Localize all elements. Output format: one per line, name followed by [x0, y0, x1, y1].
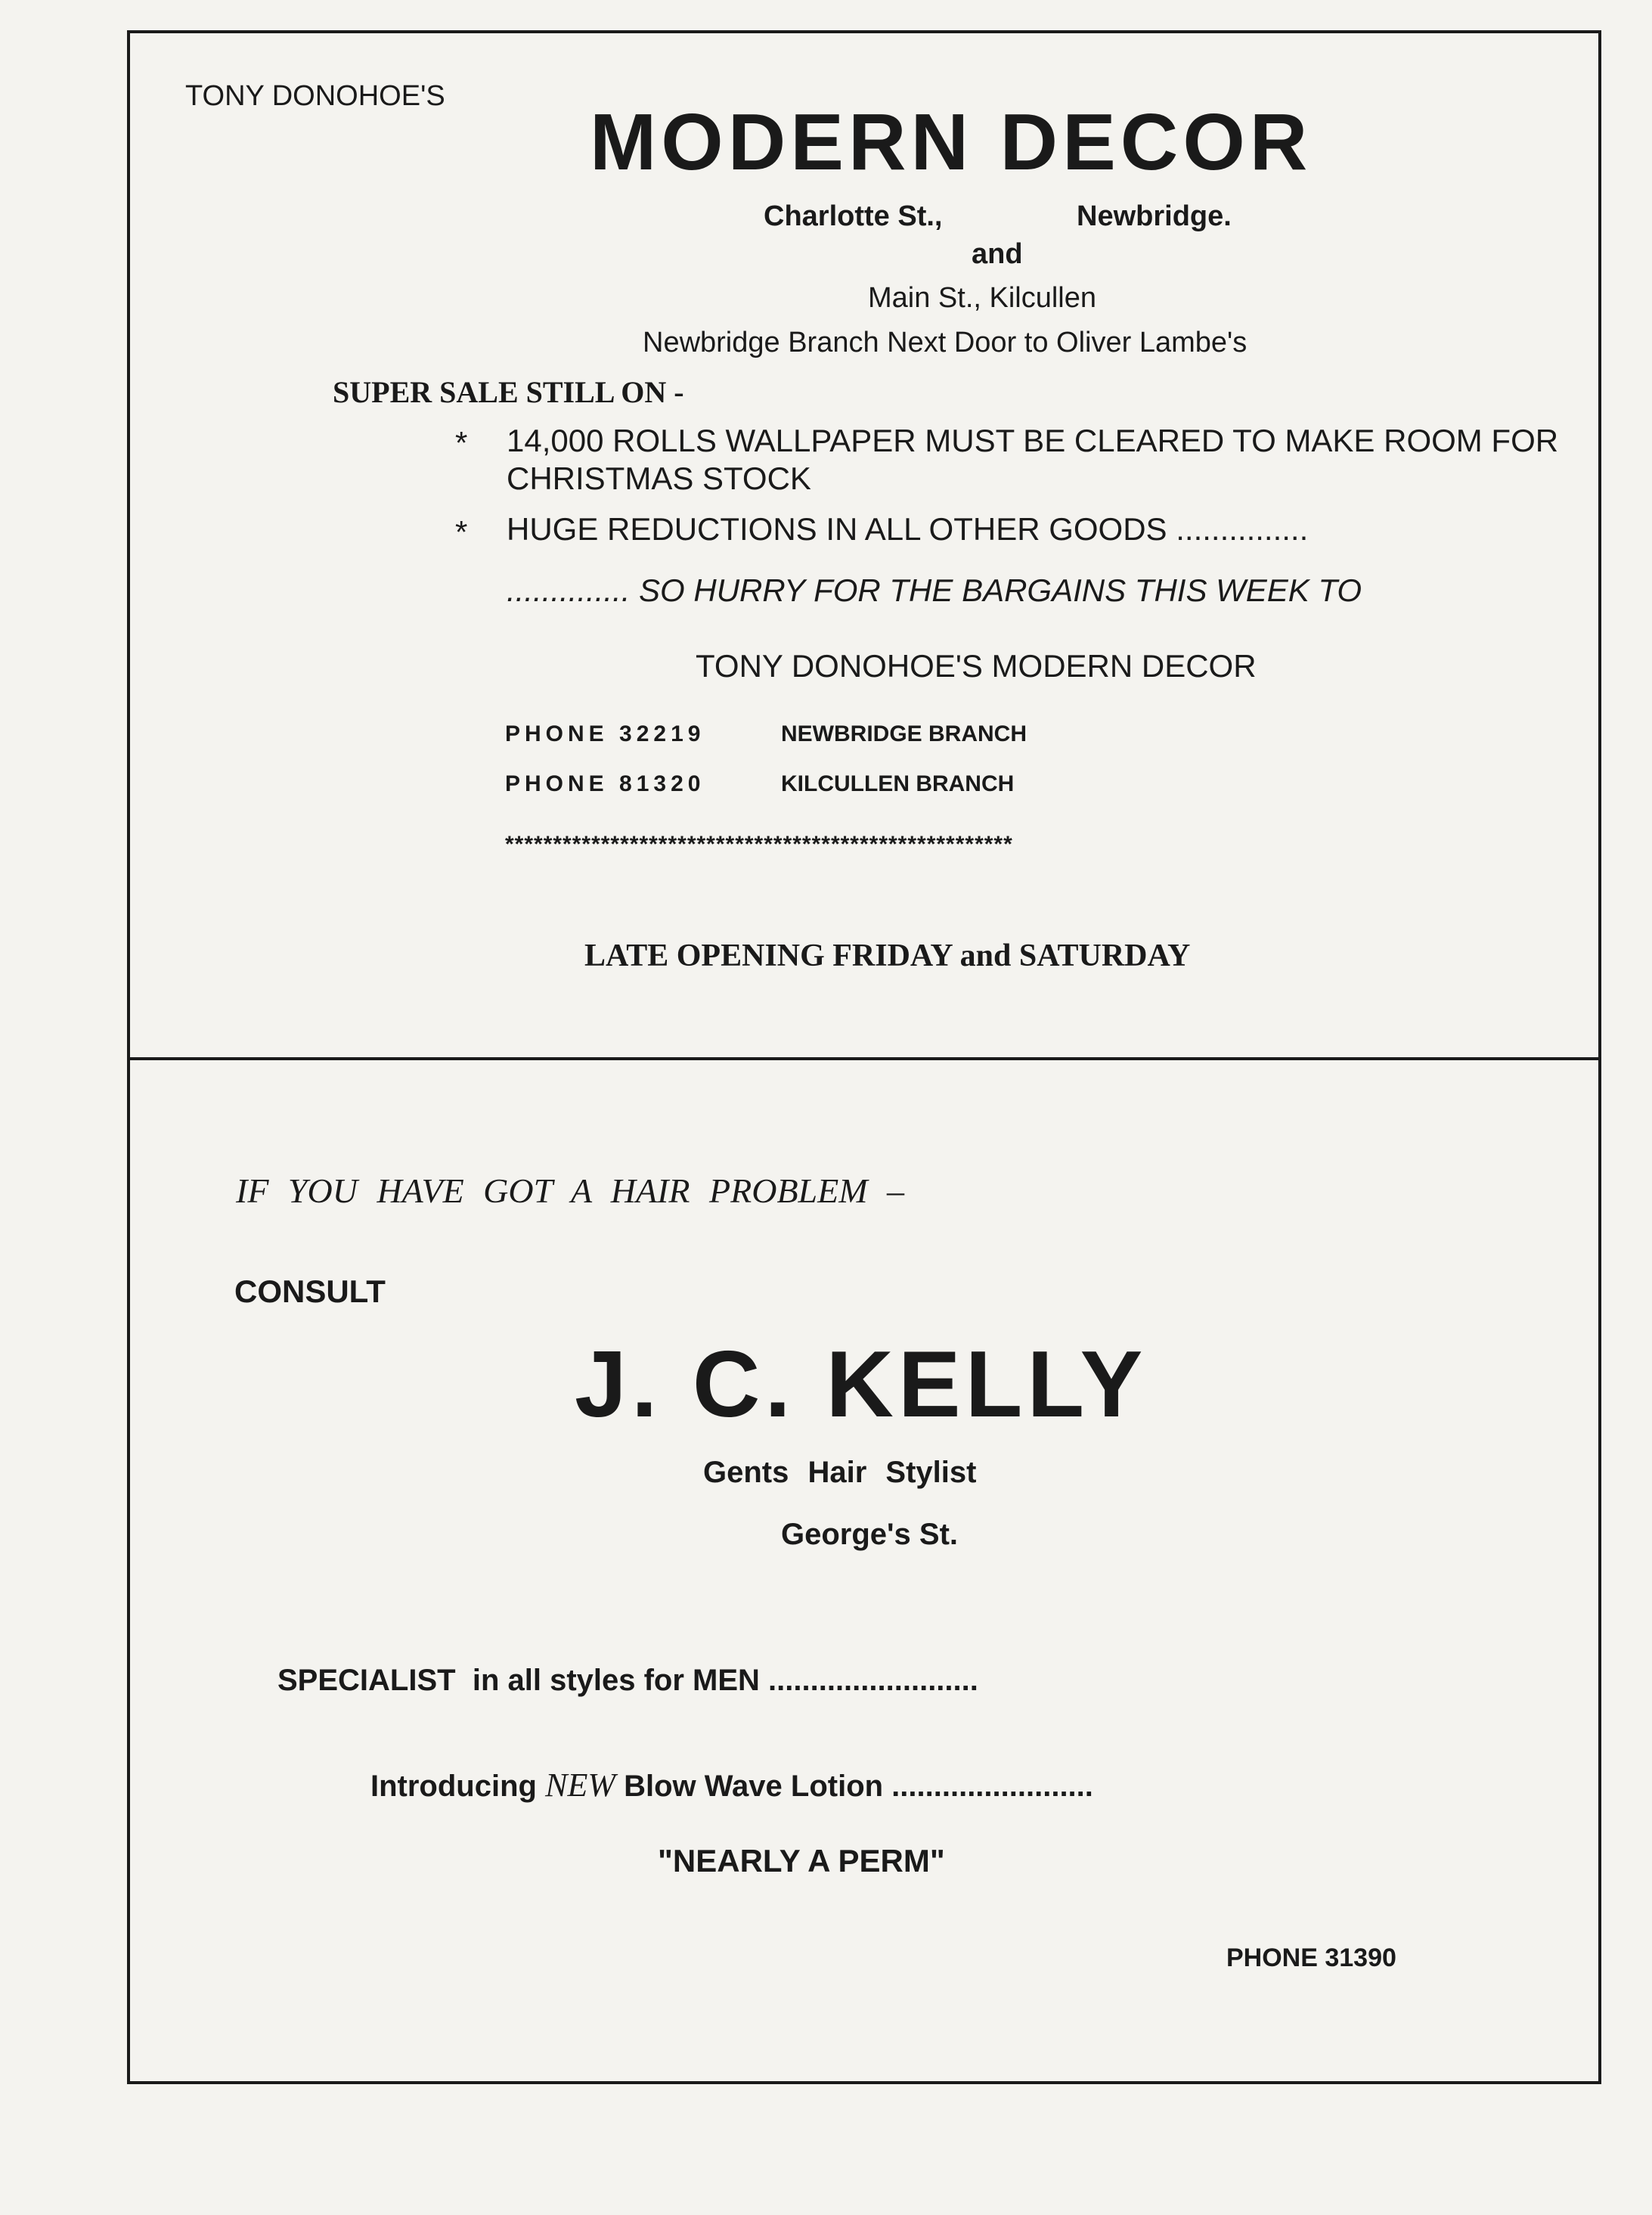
sale-heading: SUPER SALE STILL ON -	[333, 375, 684, 409]
stylist-phone: PHONE 31390	[1226, 1944, 1396, 1972]
owner-name: TONY DONOHOE'S	[185, 80, 445, 112]
advert-divider	[127, 1057, 1601, 1060]
stylist-street: George's St.	[781, 1518, 959, 1551]
stylist-trade: Gents Hair Stylist	[703, 1456, 977, 1489]
product-name: "NEARLY A PERM"	[658, 1843, 945, 1878]
introducing-label: Introducing	[370, 1770, 537, 1803]
specialist-text: in all styles for MEN .........................	[472, 1664, 978, 1697]
bullet-reductions: HUGE REDUCTIONS IN ALL OTHER GOODS ...............	[507, 511, 1309, 547]
introducing-line	[370, 1766, 1093, 1804]
address-main-st: Main St., Kilcullen	[868, 282, 1097, 314]
branch-note: Newbridge Branch Next Door to Oliver Lambe's	[643, 327, 1248, 358]
bullet-wallpaper: 14,000 ROLLS WALLPAPER MUST BE CLEARED TO MAKE ROOM FOR CHRISTMAS STOCK	[507, 423, 1559, 496]
address-newbridge: Newbridge.	[1077, 200, 1232, 232]
bullet-marker: *	[455, 514, 468, 550]
phone-kilcullen-branch: KILCULLEN BRANCH	[781, 771, 1015, 796]
consult-label: CONSULT	[234, 1273, 386, 1309]
late-opening: LATE OPENING FRIDAY and SATURDAY	[584, 938, 1191, 973]
owner-full-name: TONY DONOHOE'S MODERN DECOR	[696, 648, 1257, 684]
specialist-line	[277, 1664, 978, 1698]
hurry-line: .............. SO HURRY FOR THE BARGAINS THIS WEEK TO	[507, 572, 1362, 608]
hair-question: IF YOU HAVE GOT A HAIR PROBLEM –	[236, 1171, 905, 1210]
address-charlotte-st: Charlotte St.,	[764, 200, 943, 232]
phone-newbridge: PHONE 32219	[505, 721, 705, 746]
specialist-label: SPECIALIST	[277, 1664, 456, 1697]
blow-wave-text: Blow Wave Lotion ........................	[624, 1770, 1093, 1803]
stylist-name: J. C. KELLY	[575, 1332, 1148, 1437]
phone-newbridge-branch: NEWBRIDGE BRANCH	[781, 721, 1027, 746]
shop-title: MODERN DECOR	[590, 98, 1313, 187]
new-word: NEW	[545, 1767, 615, 1804]
star-separator: *****************************************************	[505, 832, 1013, 857]
phone-kilcullen: PHONE 81320	[505, 771, 705, 796]
bullet-marker: *	[455, 425, 468, 461]
address-and: and	[972, 238, 1023, 270]
